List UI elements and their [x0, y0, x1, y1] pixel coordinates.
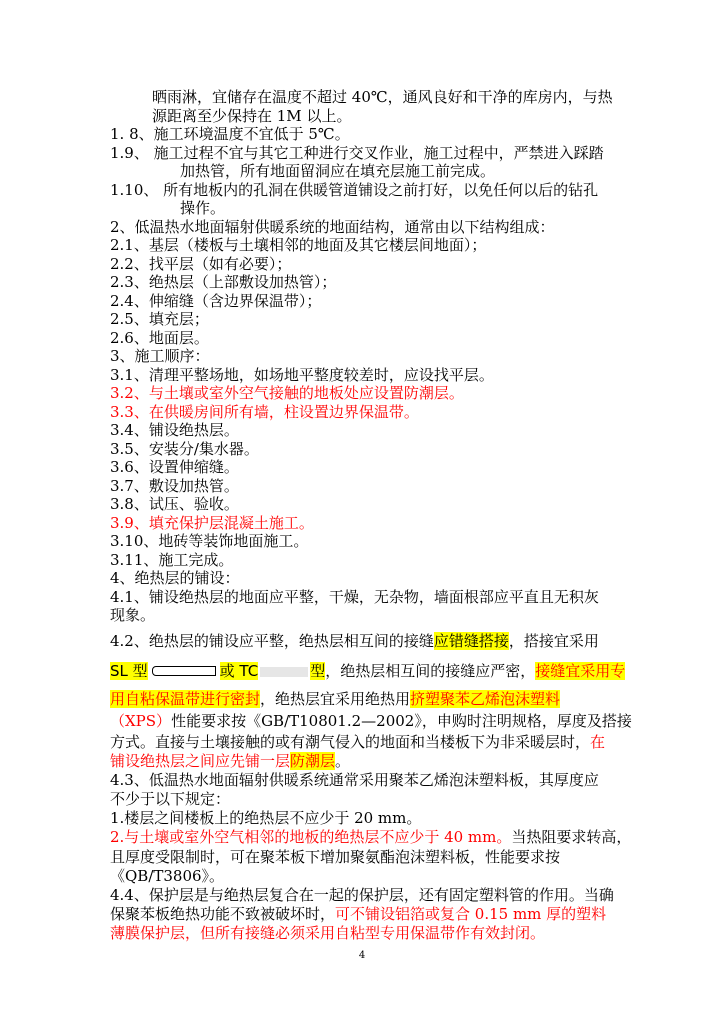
list-item: 1.楼层之间楼板上的绝热层不应少于 20 mm。 [110, 809, 422, 827]
highlight-run: SL 型 [110, 662, 148, 680]
list-item: 2.5、填充层； [110, 310, 209, 328]
paragraph-line: 薄膜保护层，但所有接缝必须采用自粘型专用保温带作有效封闭。 [110, 924, 546, 942]
text-run: 性能要求按《GB/T10801.2—2002》，申购时注明规格，厚度及搭接 [171, 712, 632, 730]
paragraph-line: 不少于以下规定： [110, 790, 231, 808]
text-run: ，搭接宜采用 [508, 632, 599, 650]
list-item: 3.4、铺设绝热层。 [110, 421, 239, 439]
list-item: 3.10、地砖等装饰地面施工。 [110, 532, 309, 550]
text-run: 。 [335, 752, 351, 770]
list-item: 3.6、设置伸缩缝。 [110, 458, 239, 476]
list-item: 2.4、伸缩缝（含边界保温带）； [110, 292, 322, 310]
list-item: 3.8、试压、验收。 [110, 495, 239, 513]
paragraph-line [110, 632, 670, 650]
text-run: ，绝热层相互间的接缝应严密， [325, 662, 536, 680]
paragraph-line [110, 733, 670, 751]
paragraph-line: 1.9、 施工过程不宜与其它工种进行交叉作业，施工过程中，严禁进入踩踏 [110, 144, 604, 162]
paragraph-line: 晒雨淋，宜储存在温度不超过 40℃，通风良好和干净的库房内，与热 [152, 88, 613, 106]
list-item: 3.7、敷设加热管。 [110, 477, 239, 495]
pipe-profile-icon [152, 666, 216, 676]
paragraph-line: 源距离至少保持在 1M 以上。 [152, 107, 352, 125]
list-item [110, 828, 670, 846]
paragraph-line: 1. 8、施工环境温度不宜低于 5℃。 [110, 125, 350, 143]
text-run: 保聚苯板绝热功能不致被破坏时， [110, 905, 336, 923]
text-run: 4.2、绝热层的铺设应平整，绝热层相互间的接缝 [110, 632, 434, 650]
paragraph-line: 4.4、保护层是与绝热层复合在一起的保护层，还有固定塑料管的作用。当确 [110, 886, 614, 904]
list-item: 3.1、清理平整场地，如场地平整度较差时，应设找平层。 [110, 366, 494, 384]
paragraph-line: 且厚度受限制时，可在聚苯板下增加聚氨酯泡沫塑料板，性能要求按 [110, 848, 561, 866]
paragraph-line [110, 752, 670, 770]
page-number: 4 [358, 950, 366, 961]
list-item-emphasis: 3.2、与土壤或室外空气接触的地板处应设置防潮层。 [110, 384, 464, 402]
paragraph-line [110, 662, 670, 680]
list-item: 3.5、安装分/集水器。 [110, 440, 259, 458]
section-heading: 2、低温热水地面辐射供暖系统的地面结构，通常由以下结构组成： [110, 218, 555, 236]
highlight-run: 型 [310, 662, 326, 680]
paragraph-line: 操作。 [180, 199, 226, 217]
paragraph-line: 4.3、低温热水地面辐射供暖系统通常采用聚苯乙烯泡沫塑料板，其厚度应 [110, 771, 599, 789]
emphasis-run: 铺设绝热层之间应先铺一层 [110, 752, 291, 770]
paragraph-line: 现象。 [110, 606, 156, 624]
paragraph-line: 加热管，所有地面留洞应在填充层施工前完成。 [180, 162, 496, 180]
paragraph-line: 4.1、铺设绝热层的地面应平整，干燥，无杂物，墙面根部应平直且无积灰 [110, 588, 599, 606]
paragraph-line [110, 690, 670, 708]
paragraph-line: 《QB/T3806》。 [110, 867, 225, 885]
highlight-run: 接缝宜采用专 [535, 662, 626, 680]
highlight-run: 应错缝搭接 [433, 632, 509, 650]
text-run: 方式。直接与土壤接触的或有潮气侵入的地面和当楼板下为非采暖层时， [110, 733, 591, 751]
emphasis-run: 在 [590, 733, 606, 751]
text-run: ，绝热层宜采用绝热用 [260, 690, 411, 708]
paragraph-line: 1.10、 所有地板内的孔洞在供暖管道铺设之前打好，以免任何以后的钻孔 [110, 181, 599, 199]
paragraph-line [110, 712, 670, 730]
section-heading: 3、施工顺序： [110, 347, 210, 365]
text-run: 当热阻要求转高， [511, 828, 632, 846]
highlight-run: 用自粘保温带进行密封 [110, 690, 261, 708]
emphasis-run: 可不铺设铝箔或复合 0.15 mm 厚的塑料 [335, 905, 607, 923]
image-placeholder-icon [260, 667, 308, 677]
highlight-run: 挤塑聚苯乙烯泡沫塑料 [410, 690, 561, 708]
list-item: 2.2、找平层（如有必要）； [110, 255, 292, 273]
highlight-run: 防潮层 [290, 752, 336, 770]
list-item-emphasis: 3.3、在供暖房间所有墙，柱设置边界保温带。 [110, 403, 419, 421]
list-item: 2.3、绝热层（上部敷设加热管）； [110, 273, 337, 291]
emphasis-run: （XPS） [110, 712, 172, 730]
list-item: 3.11、施工完成。 [110, 551, 234, 569]
emphasis-run: 2.与土壤或室外空气相邻的地板的绝热层不应少于 40 mm。 [110, 828, 512, 846]
paragraph-line [110, 905, 670, 923]
list-item-emphasis: 3.9、填充保护层混凝土施工。 [110, 514, 314, 532]
list-item: 2.1、基层（楼板与土壤相邻的地面及其它楼层间地面）； [110, 236, 487, 254]
highlight-run: 或 TC [219, 662, 259, 680]
section-heading: 4、绝热层的铺设： [110, 569, 240, 587]
list-item: 2.6、地面层。 [110, 329, 209, 347]
